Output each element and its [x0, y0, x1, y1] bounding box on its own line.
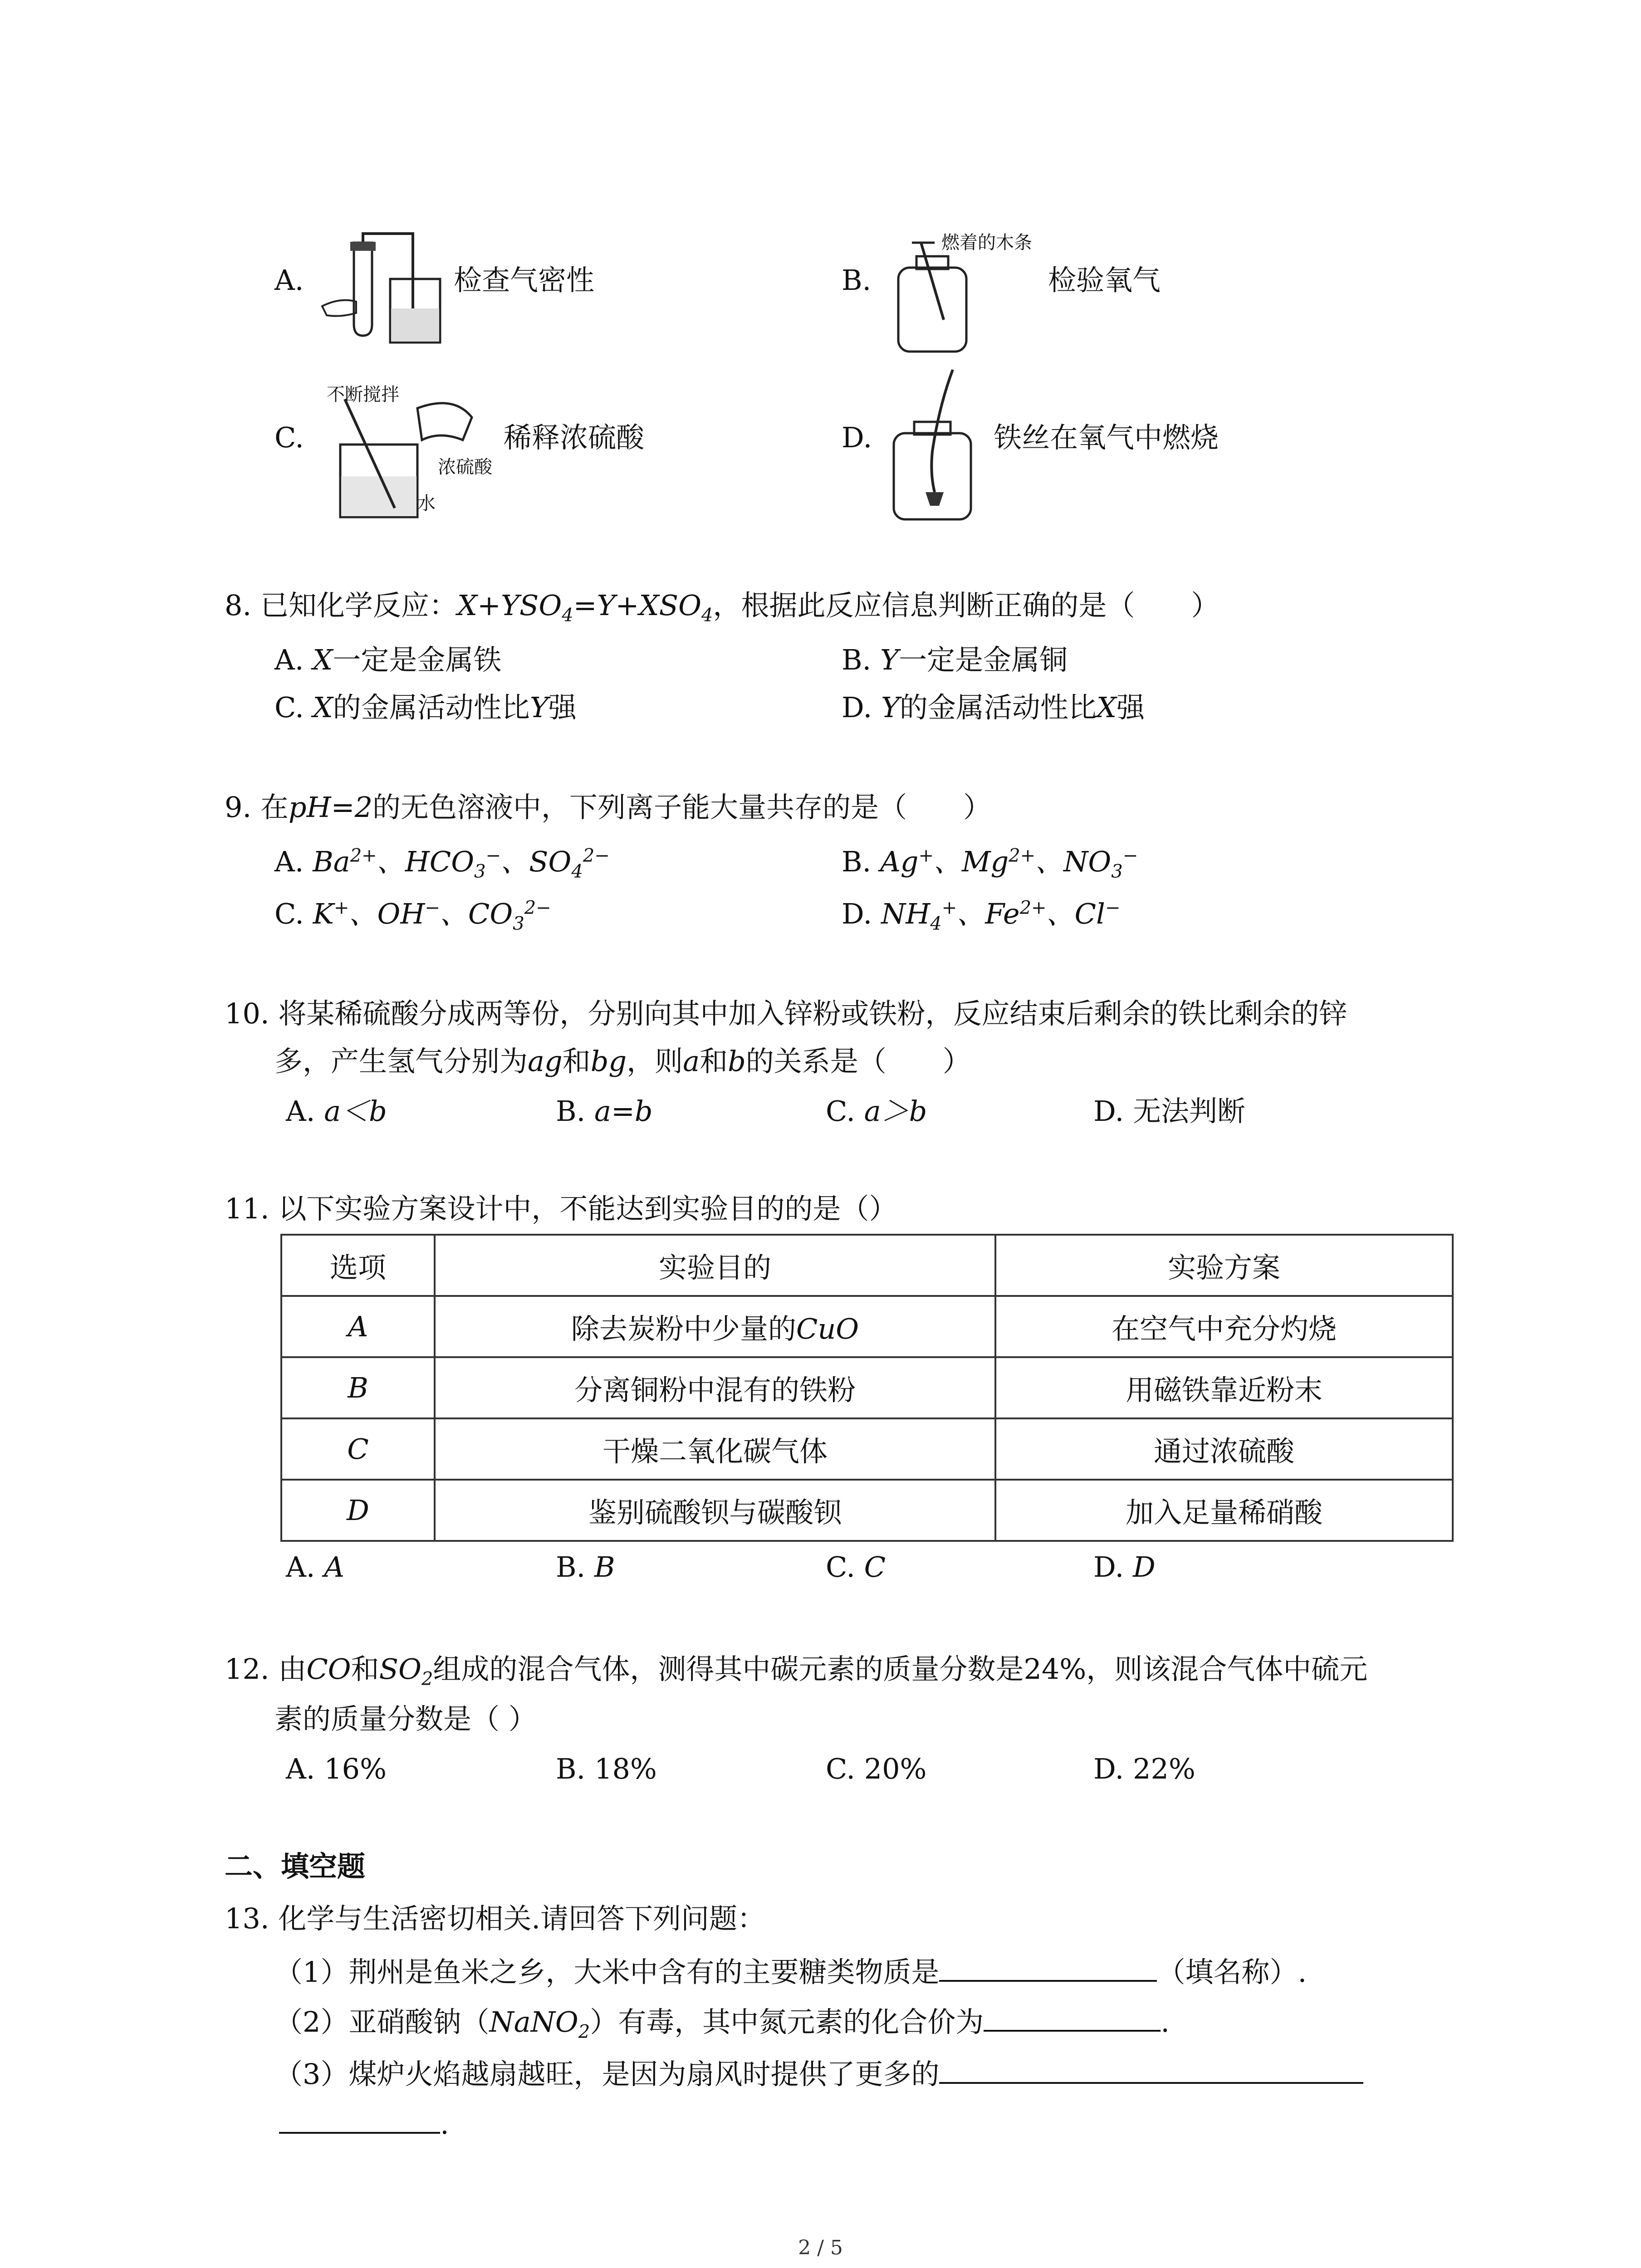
q7-b-letter: B.	[842, 264, 872, 297]
q7-a-text: 检查气密性	[454, 264, 595, 297]
table-cell-goal: 分离铜粉中混有的铁粉	[435, 1357, 995, 1418]
table-row	[281, 1480, 1453, 1541]
airtightness-apparatus-figure	[313, 229, 445, 347]
q9-option-c[interactable]: C. K+、OH−、$CO_3^{2-}$	[274, 897, 551, 934]
q7-a-letter: A.	[274, 264, 304, 297]
table-header-cell: 实验方案	[995, 1235, 1453, 1296]
table-cell-plan: 通过浓硫酸	[995, 1418, 1453, 1480]
q13-part1: （1）荆州是鱼米之乡，大米中含有的主要糖类物质是 （填名称）.	[274, 1953, 1307, 1990]
q9-option-b[interactable]: B. Ag+、$Mg^{2+}$、$NO_3^-$	[842, 845, 1138, 882]
q8-option-a[interactable]: A. X一定是金属铁	[274, 643, 502, 676]
q9-stem: 9. 在pH=2的无色溶液中，下列离子能大量共存的是（ ）	[225, 791, 992, 824]
q8-option-b[interactable]: B. Y一定是金属铜	[842, 643, 1068, 676]
q7-c-letter: C.	[274, 421, 304, 454]
table-cell-goal: 鉴别硫酸钡与碳酸钡	[435, 1480, 995, 1541]
table-cell-goal: 除去炭粉中少量的CuO	[435, 1296, 995, 1357]
q12-stem-line1: 12. 由CO和$SO_2$组成的混合气体，测得其中碳元素的质量分数是24%，则该混合气体中硫元	[225, 1652, 1368, 1690]
q11-option-d[interactable]: D. D	[1093, 1550, 1156, 1584]
table-cell-goal: 干燥二氧化碳气体	[435, 1418, 995, 1480]
table-cell-option: C	[281, 1418, 435, 1480]
q12-option-b[interactable]: B. 18%	[556, 1752, 657, 1785]
q11-option-b[interactable]: B. B	[556, 1550, 615, 1584]
table-header-cell: 实验目的	[435, 1235, 995, 1296]
q7-b-text: 检验氧气	[1048, 264, 1161, 297]
q12-option-d[interactable]: D. 22%	[1093, 1752, 1195, 1785]
q11-stem: 11. 以下实验方案设计中，不能达到实验目的的是（）	[225, 1192, 897, 1225]
table-cell-option: B	[281, 1357, 435, 1418]
burning-stick-label: 燃着的木条	[941, 232, 1032, 253]
table-row	[281, 1418, 1453, 1480]
q10-option-b[interactable]: B. a=b	[556, 1095, 653, 1128]
q8-option-c[interactable]: C. X的金属活动性比Y强	[274, 691, 577, 724]
table-row	[281, 1357, 1453, 1418]
q13-part3: （3）煤炉火焰越扇越旺，是因为扇风时提供了更多的	[274, 2055, 1363, 2092]
table-cell-plan: 在空气中充分灼烧	[995, 1296, 1453, 1357]
water-label: 水	[417, 493, 436, 514]
q13-stem: 13. 化学与生活密切相关.请回答下列问题：	[225, 1902, 766, 1935]
q8-stem: 8. 已知化学反应：$X+YSO_4=Y+XSO_4$，根据此反应信息判断正确的是（ ）	[225, 589, 1220, 626]
q11-option-c[interactable]: C. C	[826, 1550, 886, 1584]
table-header-cell: 选项	[281, 1235, 435, 1296]
q7-c-text: 稀释浓硫酸	[504, 421, 645, 454]
q12-option-c[interactable]: C. 20%	[826, 1752, 927, 1785]
q7-d-text: 铁丝在氧气中燃烧	[994, 421, 1219, 454]
table-cell-option: D	[281, 1480, 435, 1541]
q7-d-letter: D.	[842, 421, 872, 454]
q9-option-d[interactable]: D. $NH_4^+$、$Fe^{2+}$、Cl−	[842, 897, 1121, 934]
table-header-row	[281, 1235, 1453, 1296]
q10-option-c[interactable]: C. a＞b	[826, 1095, 927, 1128]
table-cell-plan: 加入足量稀硝酸	[995, 1480, 1453, 1541]
stir-label: 不断搅拌	[327, 384, 399, 405]
answer-blank-3-cont[interactable]	[279, 2105, 440, 2134]
answer-blank-1[interactable]	[939, 1953, 1157, 1982]
q8-option-d[interactable]: D. Y的金属活动性比X强	[842, 691, 1145, 724]
q13-part2: （2）亚硝酸钠（NaNO$_2$）有毒，其中氮元素的化合价为 .	[274, 2003, 1170, 2040]
q12-option-a[interactable]: A. 16%	[286, 1752, 387, 1785]
q9-option-a[interactable]: A. $Ba^{2+}$、$HCO_3^-$、$SO_4^{2-}$	[274, 845, 610, 882]
table-cell-plan: 用磁铁靠近粉末	[995, 1357, 1453, 1418]
answer-blank-3[interactable]	[939, 2055, 1363, 2084]
q11-option-a[interactable]: A. A	[286, 1550, 344, 1584]
q12-stem-line2: 素的质量分数是（ ）	[274, 1702, 537, 1735]
q11-table	[280, 1234, 1454, 1542]
answer-blank-2[interactable]	[984, 2003, 1161, 2032]
section-title: 二、填空题	[225, 1850, 366, 1883]
q10-stem-line2: 多，产生氢气分别为ag和bg，则a和b的关系是（ ）	[274, 1045, 971, 1078]
page-number: 2 / 5	[798, 2236, 843, 2259]
table-row	[281, 1296, 1453, 1357]
conc-acid-label: 浓硫酸	[438, 457, 492, 478]
q10-option-a[interactable]: A. a＜b	[286, 1095, 387, 1128]
q13-part3-cont: .	[279, 2105, 449, 2142]
q10-stem-line1: 10. 将某稀硫酸分成两等份，分别向其中加入锌粉或铁粉，反应结束后剩余的铁比剩余的锌	[225, 997, 1347, 1030]
q10-option-d[interactable]: D. 无法判断	[1093, 1095, 1245, 1128]
table-cell-option: A	[281, 1296, 435, 1357]
iron-wire-combustion-figure	[889, 361, 989, 524]
